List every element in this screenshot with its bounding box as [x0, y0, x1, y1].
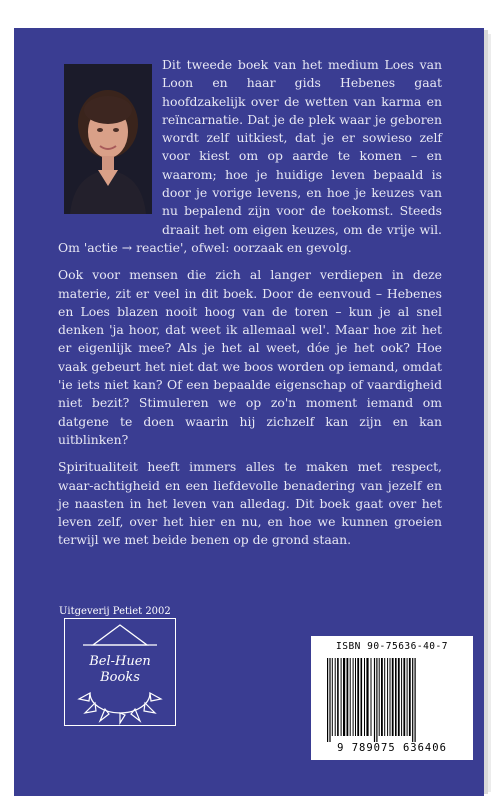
barcode-panel: [311, 636, 473, 760]
photo-text-wrap: [58, 56, 162, 221]
page-edge-inner: [488, 34, 491, 792]
barcode-bar: [366, 658, 368, 736]
book-back-cover: [14, 28, 484, 796]
barcode-bar: [364, 658, 365, 736]
barcode-bar: [379, 658, 380, 736]
barcode-bar: [329, 658, 330, 742]
barcode-bar: [398, 658, 400, 736]
barcode-bar: [350, 658, 351, 736]
barcode-bar: [403, 658, 405, 736]
barcode-bar: [376, 658, 377, 742]
ean-number: 9 789075 636406: [337, 742, 447, 754]
logo-text-line-2: Books: [100, 670, 140, 685]
barcode-bar: [392, 658, 394, 736]
barcode-bar: [390, 658, 391, 736]
blurb-paragraph-3: Spiritualiteit heeft immers alles te maken met respect, waar-achtigheid en een liefdevolle benadering van jezelf en je naasten in het leven van alledag. Dit boek gaat over het leven zelf, over het hier en nu, en hoe we kunnen groeien terwijl we met beide benen op de grond staan.: [58, 459, 442, 548]
barcode-bar: [395, 658, 397, 736]
barcode-bar: [353, 658, 354, 736]
isbn-number: ISBN 90-75636-40-7: [336, 641, 448, 652]
logo-text-line-1: Bel-Huen: [89, 654, 151, 669]
barcode-bar: [381, 658, 383, 736]
publisher-logo: [64, 618, 176, 726]
blurb-paragraph-2: Ook voor mensen die zich al langer verdiepen in deze materie, zit er veel in dit boek. Door de eenvoud – Hebenes en Loes blazen nooit hoog van de toren – kun je al snel denken 'ja hoor, dat weet ik allemaal wel'. Maar hoe zit het er eigenlijk mee? Als je het al weet, dóe je het ook? Hoe vaak gebeurt het niet dat we boos worden op iemand, omdat 'ie iets niet kan? Of een bepaalde eigenschap of vaardigheid niet bezit? Stimuleren we op zo'n moment iemand om datgene te doen waarin hij zichzelf kan zijn en kan uitblinken?: [58, 267, 442, 447]
publisher-line: Uitgeverij Petiet 2002: [59, 606, 171, 617]
blurb-paragraph-1: Dit tweede boek van het medium Loes van Loon en haar gids Hebenes gaat hoofdzakelijk over de wetten van karma en reïncarnatie. Dat je de plek waar je geboren wordt zelf uitkiest, dat je er sowieso zelf voor kiest om op aarde te komen – en waarom; hoe je huidige leven bepaald is door je vorige levens, en hoe je keuzes van nu bepalend zijn voor de toekomst. Steeds draait het om eigen keuzes, om de vrije wil. Om 'actie → reactie', ofwel: oorzaak en gevolg.: [58, 57, 442, 255]
barcode-bar: [415, 658, 416, 742]
barcode-bar: [332, 658, 333, 736]
barcode-bar: [387, 658, 388, 736]
barcode-bars: [325, 658, 459, 742]
barcode-bar: [327, 658, 328, 742]
blurb-text: [58, 56, 442, 559]
barcode-bar: [374, 658, 375, 742]
barcode-bar: [412, 658, 413, 742]
barcode-bar: [335, 658, 336, 736]
barcode-bar: [347, 658, 349, 736]
barcode-bar: [407, 658, 408, 736]
barcode-bar: [355, 658, 356, 736]
barcode-bar: [409, 658, 411, 736]
barcode-bar: [357, 658, 359, 736]
barcode-bar: [361, 658, 363, 736]
barcode-bar: [371, 658, 372, 736]
barcode-bar: [384, 658, 385, 736]
barcode-bar: [341, 658, 342, 736]
barcode-bar: [343, 658, 345, 736]
barcode-bar: [337, 658, 339, 736]
barcode-bar: [401, 658, 402, 736]
